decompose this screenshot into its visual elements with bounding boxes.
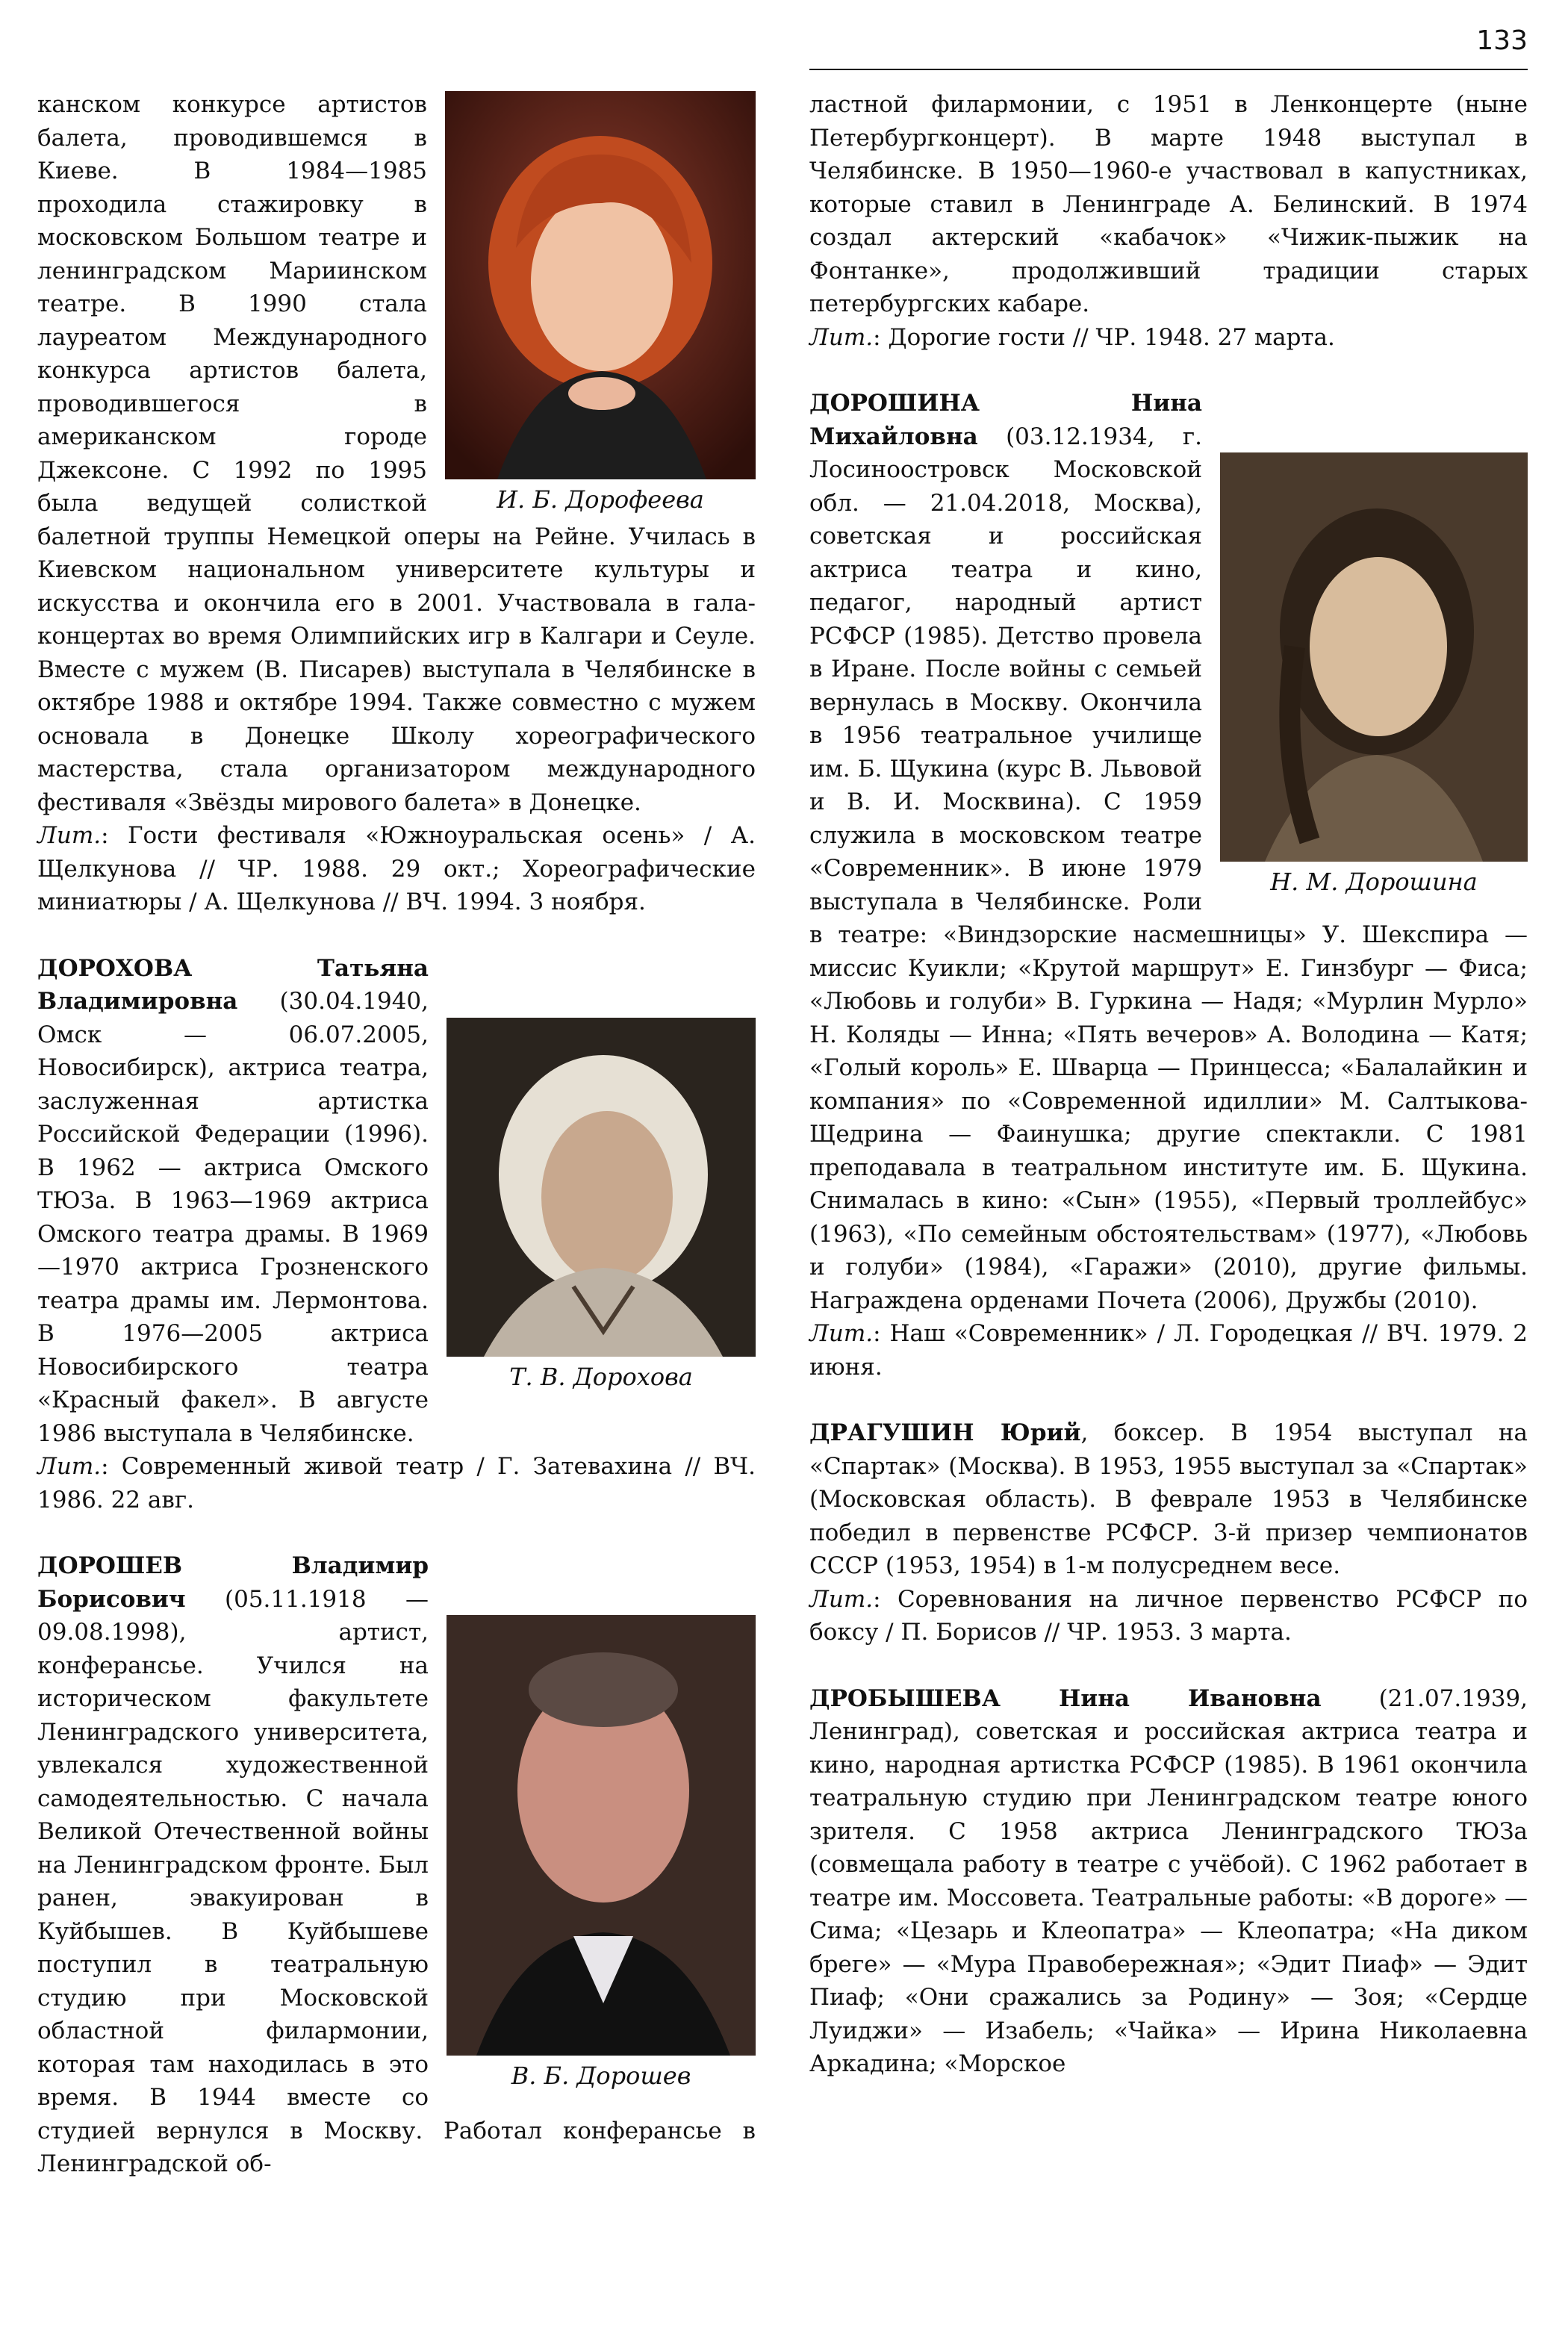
entry-text: (05.11.1918 — 09.08.1998), артист, конферансье. Учился на историческом факультете Ленинградского университета, увлекался художественной самодеятельностью. С начала Великой Отечественной войны на Ленинградском фронте. Был ранен, эвакуирован в Куйбышев. В Куйбышеве поступил в театральную студию при Московской областной филармонии, которая там находилась в это время. В 1944 вместе со студией вернулся в Москву. Работал конферансье в Ленинградской об-: [37, 1585, 756, 2177]
lit-label: Лит.: [37, 822, 102, 849]
photo-figure-doroshina: [1220, 452, 1528, 897]
literature-reference: [37, 1450, 756, 1516]
entry-text: (21.07.1939, Ленинград), советская и российская актриса театра и кино, народная артистка РСФСР (1985). В 1961 окончила театральную студию при Ленинградском театре юного зрителя. С 1958 актриса Ленинградского ТЮЗа (совмещала работу в театре с учёбой). С 1962 работает в театре им. Моссовета. Театральные работы: «В дороге» — Сима; «Цезарь и Клеопатра» — Клеопатра; «На диком бреге» — «Мура Правобережная»; «Эдит Пиаф» — Эдит Пиаф; «Они сражались за Родину» — Зоя; «Сердце Луиджи» — Изабель; «Чайка» — Ирина Николаевна Аркадина; «Морское: [809, 1684, 1528, 2077]
headword: ДОРОШЕВ Владимир Борисович: [37, 1552, 429, 1613]
lit-label: Лит.: [37, 1453, 102, 1480]
portrait-photo-dorokhova: [447, 1018, 756, 1357]
left-column: [37, 88, 756, 2214]
lit-text: : Наш «Современник» / Л. Городецкая // ВЧ. 1979. 2 июня.: [809, 1320, 1528, 1381]
entry-dorokhova: [37, 952, 756, 1517]
entry-text: (03.12.1934, г. Лосиноостровск Московской обл. — 21.04.2018, Москва), советская и российская актриса театра и кино, педагог, народный артист РСФСР (1985). Детство провела в Иране. После войны с семьей вернулась в Москву. Окончила в 1956 театральное училище им. Б. Щукина (курс В. Львовой и В. И. Москвина). С 1959 служила в московском театре «Современник». В июне 1979 выступала в Челябинске. Роли в театре: «Виндзорские насмешницы» У. Шекспира — миссис Куикли; «Крутой маршрут» Е. Гинзбург — Фиса; «Любовь и голуби» В. Гуркина — Надя; «Мурлин Мурло» Н. Коляды — Инна; «Пять вечеров» А. Володина — Катя; «Голый король» Е. Шварца — Принцесса; «Балалайкин и компания» по «Современной идиллии» М. Салтыкова-Щедрина — Фаинушка; другие спектакли. С 1981 преподавала в театральном институте им. Б. Щукина. Снималась в кино: «Сын» (1955), «Первый троллейбус» (1963), «По семейным обстоятельствам» (1977), «Любовь и голуби» (1984), «Гаражи» (2010), другие фильмы. Награждена орденами Почета (2006), Дружбы (2010).: [809, 423, 1528, 1314]
headword: ДРАГУШИН Юрий: [809, 1419, 1081, 1446]
page-number: 133: [1476, 25, 1528, 56]
photo-figure-dorofeeva: [445, 91, 756, 515]
entry-dragushin: [809, 1416, 1528, 1649]
header-rule: [809, 69, 1528, 70]
lit-text: : Дорогие гости // ЧР. 1948. 27 марта.: [873, 323, 1335, 351]
entry-drobysheva: [809, 1682, 1528, 2081]
entry-doroshev-continued: [809, 88, 1528, 354]
lit-label: Лит.: [809, 1320, 874, 1347]
right-column: [809, 88, 1528, 2114]
photo-caption: Т. В. Дорохова: [509, 1362, 693, 1391]
headword: ДОРОХОВА Татьяна Владимировна: [37, 954, 429, 1015]
lit-text: : Соревнования на личное первенство РСФСР по боксу / П. Борисов // ЧР. 1953. 3 марта.: [809, 1585, 1528, 1646]
entry-text: канском конкурсе артистов балета, проводившемся в Киеве. В 1984—1985 проходила стажировку в московском Большом театре и ленинградском Мариинском театре. В 1990 стала лауреатом Международного конкурса артистов балета, проводившегося в американском городе Джексоне. С 1992 по 1995 была ведущей солисткой балетной труппы Немецкой оперы на Рейне. Училась в Киевском национальном университете культуры и искусства и окончила его в 2001. Участвовала в гала-концертах во время Олимпийских игр в Калгари и Сеуле. Вместе с мужем (В. Писарев) выступала в Челябинске в октябре 1988 и октябре 1994. Также совместно с мужем основала в Донецке Школу хореографического мастерства, стала организатором международного фестиваля «Звёзды мирового балета» в Донецке.: [37, 91, 756, 816]
entry-text: , боксер. В 1954 выступал на «Спартак» (Москва). В 1953, 1955 выступал за «Спартак» (Московская область). В феврале 1953 в Челябинске победил в первенстве РСФСР. 3-й призер чемпионатов СССР (1953, 1954) в 1-м полусреднем весе.: [809, 1419, 1528, 1579]
portrait-photo-doroshev: [447, 1615, 756, 2056]
photo-figure-doroshev: [447, 1615, 756, 2091]
entry-dorofeeva-continued: [37, 88, 756, 919]
entry-text: ластной филармонии, с 1951 в Ленконцерте (ныне Петербургконцерт). В марте 1948 выступал в Челябинске. В 1950—1960-е участвовал в капустниках, которые ставил в Ленинграде А. Белинский. В 1974 создал актерский «кабачок» «Чижик-пыжик на Фонтанке», продолживший традиции старых петербургских кабаре.: [809, 91, 1528, 317]
lit-text: : Современный живой театр / Г. Затевахина // ВЧ. 1986. 22 авг.: [37, 1453, 756, 1513]
portrait-photo-dorofeeva: [445, 91, 756, 479]
headword: ДОРОШИНА Нина Михайловна: [809, 390, 1202, 450]
entry-text: (30.04.1940, Омск — 06.07.2005, Новосибирск), актриса театра, заслуженная артистка Российской Федерации (1996). В 1962 — актриса Омского ТЮЗа. В 1963—1969 актриса Омского театра драмы. В 1969—1970 актриса Грозненского театра драмы им. Лермонтова. В 1976—2005 актриса Новосибирского театра «Красный факел». В августе 1986 выступала в Челябинске.: [37, 988, 429, 1447]
photo-caption: Н. М. Дорошина: [1270, 868, 1478, 896]
headword: ДРОБЫШЕВА Нина Ивановна: [809, 1684, 1322, 1712]
lit-label: Лит.: [809, 323, 874, 351]
photo-caption: В. Б. Дорошев: [511, 2062, 691, 2090]
photo-caption: И. Б. Дорофеева: [497, 485, 704, 514]
lit-label: Лит.: [809, 1585, 874, 1613]
literature-reference: [809, 1583, 1528, 1649]
lit-text: : Гости фестиваля «Южноуральская осень» / А. Щелкунова // ЧР. 1988. 29 окт.; Хореографические миниатюры / А. Щелкунова // ВЧ. 1994. 3 ноября.: [37, 822, 756, 915]
entry-doroshina: [809, 387, 1528, 1384]
literature-reference: [37, 819, 756, 919]
literature-reference: [809, 321, 1528, 355]
literature-reference: [809, 1317, 1528, 1384]
photo-figure-dorokhova: [447, 1018, 756, 1393]
entry-doroshev: [37, 1549, 756, 2181]
portrait-photo-doroshina: [1220, 452, 1528, 862]
